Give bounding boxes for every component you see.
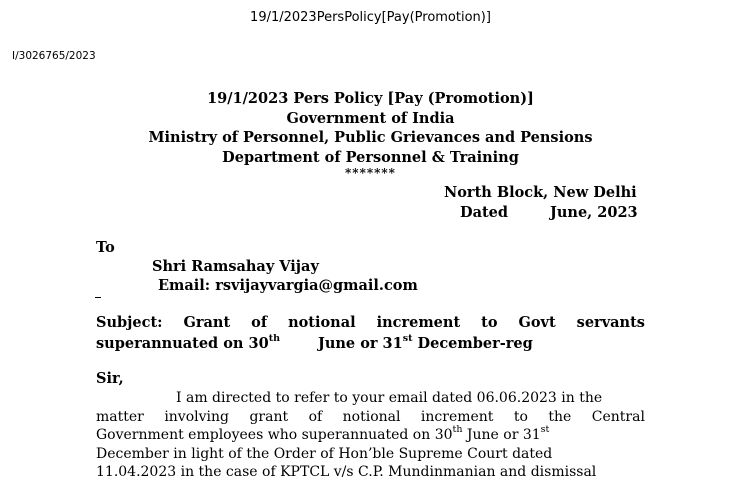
subject-word: Govt [518,314,556,331]
body-word: the [548,408,572,425]
document-header: 19/1/2023PersPolicy[Pay(Promotion)] [250,10,491,25]
dated-row [444,203,644,223]
to-label: To [96,239,115,256]
department-line: Department of Personnel & Training [222,148,519,166]
letter-body [96,389,645,482]
body-word: matter [96,408,144,425]
subject-word: servants [576,314,645,331]
body-word: to [513,408,528,425]
body-line-4: December in light of the Order of Hon’ble Supreme Court dated [96,445,553,462]
subject-line-2 [96,333,645,354]
subject-part: December-reg [412,335,533,352]
subject-word: to [481,314,498,331]
body-word: of [308,408,323,425]
subject-word: increment [376,314,461,331]
subject-part: June or 31 [317,335,403,352]
body-line-2 [96,408,645,427]
letterhead [0,89,741,179]
body-sup: st [540,424,550,436]
body-line-3 [96,426,645,445]
subject-sup: th [268,333,280,345]
ministry-line: Ministry of Personnel, Public Grievances and Pensions [148,129,593,146]
body-word: grant [249,408,289,425]
body-line-1: I am directed to refer to your email dated 06.06.2023 in the [176,390,603,406]
subject-sup: st [402,333,413,345]
subject-word: notional [288,314,356,331]
salutation: Sir, [96,370,124,387]
place-date-block [444,183,644,223]
subject-word: Grant [183,314,231,331]
dash-mark [95,297,101,298]
body-sup: th [452,424,463,436]
stars-divider: ******* [345,166,396,180]
addressee-block [152,257,418,295]
body-word: notional [342,408,401,425]
body-word: increment [420,408,494,425]
subject-word: of [251,314,268,331]
body-part: June or 31 [462,427,541,443]
letter-reference: 19/1/2023 Pers Policy [Pay (Promotion)] [207,90,534,107]
subject-block [96,312,645,354]
body-line-5: 11.04.2023 in the case of KPTCL v/s C.P. Mundinmanian and dismissal [96,464,597,480]
location: North Block, New Delhi [444,184,637,201]
file-number: I/3026765/2023 [12,50,96,62]
email-label: Email: [158,277,211,294]
subject-line-1 [96,312,645,333]
addressee-email-row [158,276,418,295]
email-address[interactable]: rsvijayvargia@gmail.com [215,277,418,294]
letter-date: June, 2023 [550,204,638,221]
government-line: Government of India [286,109,455,127]
dated-label: Dated [460,204,509,221]
subject-part: superannuated on 30 [96,335,269,352]
body-word: Central [591,408,645,425]
body-part: Government employees who superannuated on 30 [96,427,453,443]
body-word: involving [164,408,229,425]
subject-label: Subject: [96,314,163,331]
addressee-name: Shri Ramsahay Vijay [152,258,319,275]
